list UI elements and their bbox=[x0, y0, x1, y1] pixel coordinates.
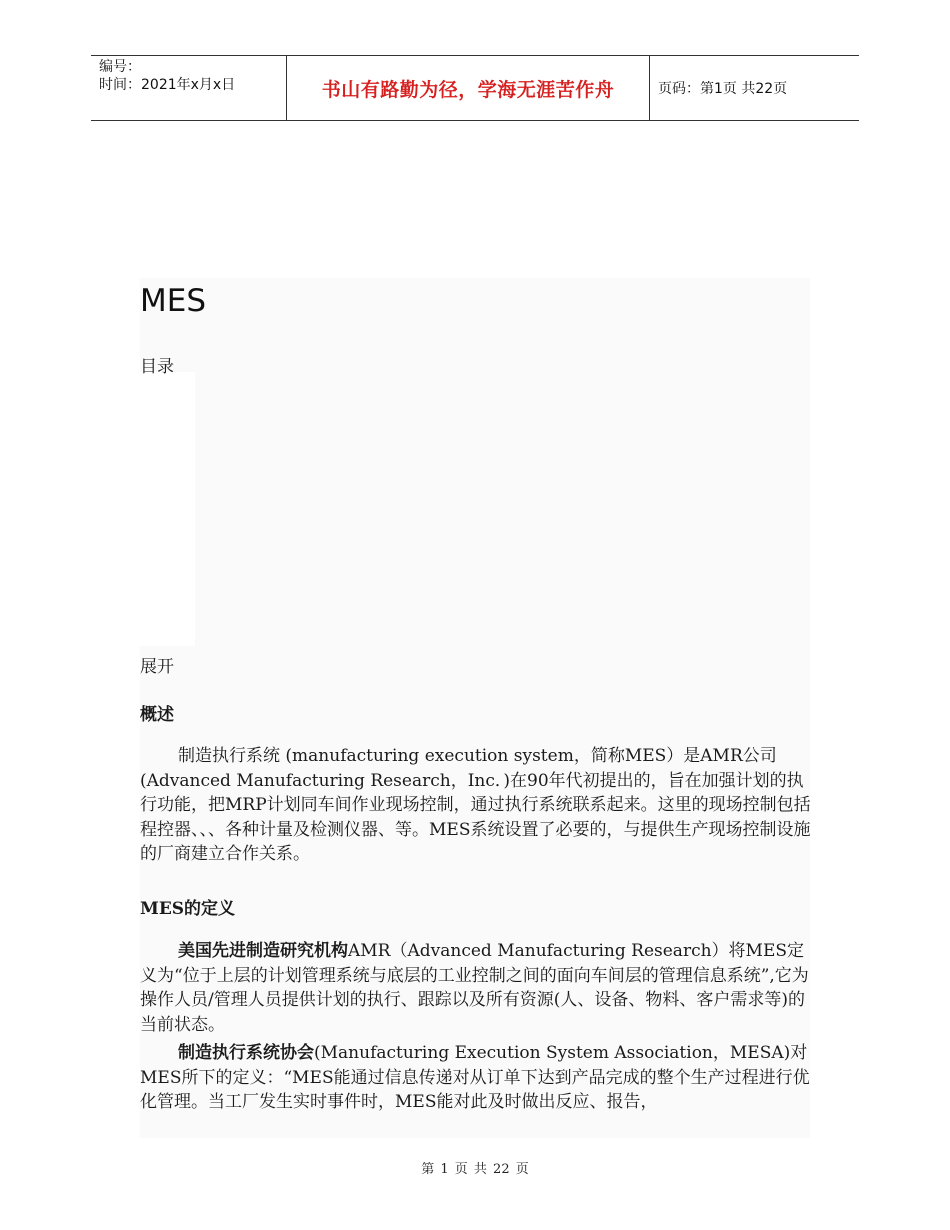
mesa-lead: 制造执行系统协会 bbox=[178, 1043, 314, 1063]
header-page-info: 页码：第1页 共22页 bbox=[658, 81, 788, 97]
document-date: 时间：2021年x月x日 bbox=[99, 77, 236, 93]
definition-heading: MES的定义 bbox=[140, 899, 236, 919]
definition-paragraph-mesa bbox=[140, 1041, 820, 1115]
mesa-text: (Manufacturing Execution System Association，MESA)对MES所下的定义：“MES能通过信息传递对从订单下达到产品完成的整个生产过程进行优化管理。当工厂发生实时事件时，MES能对此及时做出反应、报告， bbox=[140, 1043, 810, 1112]
expand-toggle[interactable]: 展开 bbox=[140, 657, 174, 677]
overview-heading: 概述 bbox=[140, 705, 174, 725]
overview-paragraph bbox=[140, 744, 820, 867]
definition-paragraph-amr bbox=[140, 939, 820, 1037]
header-motto: 书山有路勤为径，学海无涯苦作舟 bbox=[287, 56, 650, 120]
document-title: MES bbox=[140, 283, 207, 319]
document-header bbox=[91, 55, 859, 121]
header-meta bbox=[91, 56, 287, 120]
overview-text: 制造执行系统 (manufacturing execution system，简称MES）是AMR公司(Advanced Manufacturing Research，Inc．)在90年代初提出的，旨在加强计划的执行功能，把MRP计划同车间作业现场控制，通过执行系统联系起来。这里的现场控制包括程控器、、、各种计量及检测仪器、等。MES系统设置了必要的，与提供生产现场控制设施的厂商建立合作关系。 bbox=[140, 746, 811, 864]
amr-lead: 美国先进制造研究机构 bbox=[178, 941, 348, 961]
document-number-label: 编号： bbox=[99, 59, 141, 75]
amr-text: AMR（Advanced Manufacturing Research）将MES定义为“位于上层的计划管理系统与底层的工业控制之间的面向车间层的管理信息系统”,它为操作人员/管理人员提供计划的执行、跟踪以及所有资源(人、设备、物料、客户需求等)的当前状态。 bbox=[140, 941, 809, 1035]
toc-label: 目录 bbox=[140, 357, 174, 377]
toc-placeholder bbox=[140, 372, 195, 646]
page-footer: 第 1 页 共 22 页 bbox=[421, 1162, 529, 1177]
